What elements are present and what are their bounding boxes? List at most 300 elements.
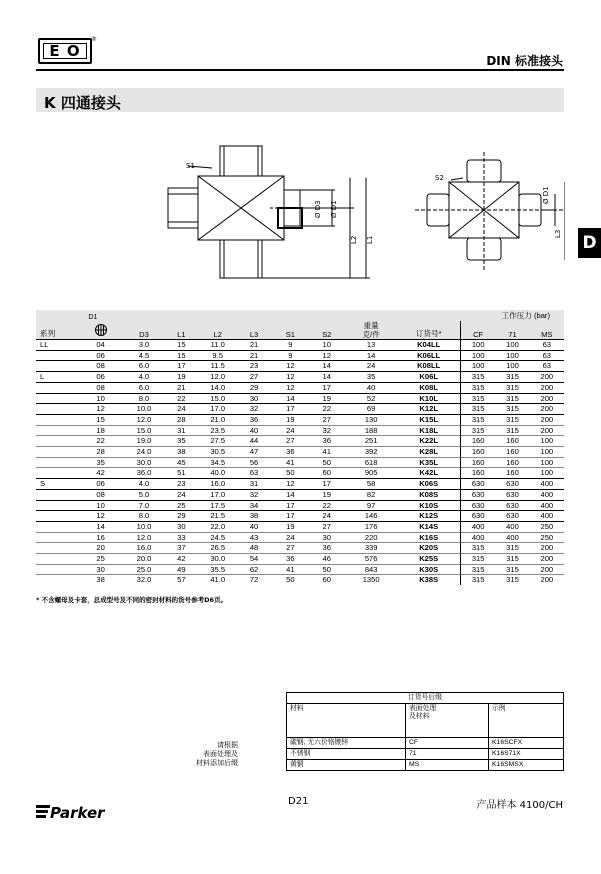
order-col-example: 示例 <box>489 704 564 738</box>
table-row <box>36 468 564 479</box>
header-l1: L1 <box>163 321 199 340</box>
table-cell: 20 <box>76 543 124 554</box>
series-cell <box>36 361 76 372</box>
table-cell: 14 <box>309 372 345 383</box>
series-cell <box>36 521 76 532</box>
table-cell: 11.0 <box>200 340 236 351</box>
table-cell: 130 <box>345 414 397 425</box>
order-suffix-instruction <box>196 741 238 768</box>
order-cell: 不锈钢 <box>287 749 406 760</box>
table-cell: 40 <box>236 521 272 532</box>
instruction-line-3: 材料添加后缀 <box>196 759 238 767</box>
label-d1-right: Ø D1 <box>542 186 550 204</box>
table-cell: 17.0 <box>200 489 236 500</box>
table-cell: 16.0 <box>200 479 236 490</box>
table-cell: K18L <box>397 425 460 436</box>
table-cell: 17 <box>272 511 308 522</box>
table-cell: 12 <box>272 479 308 490</box>
order-row <box>287 749 564 760</box>
table-cell: 315 <box>495 372 529 383</box>
table-cell: 400 <box>530 489 564 500</box>
order-cell: CF <box>406 738 489 749</box>
header-l2: L2 <box>200 321 236 340</box>
header-s1: S1 <box>272 321 308 340</box>
table-cell: 50 <box>272 575 308 585</box>
table-cell: 29 <box>236 382 272 393</box>
table-cell: 160 <box>460 447 495 458</box>
table-group <box>36 479 564 533</box>
table-cell: 08 <box>76 361 124 372</box>
table-cell: 35.5 <box>200 564 236 575</box>
table-cell: 32 <box>236 404 272 415</box>
table-cell: 45 <box>163 457 199 468</box>
table-cell: 32 <box>309 425 345 436</box>
table-cell: 37 <box>163 543 199 554</box>
table-group <box>36 532 564 585</box>
table-cell: 36 <box>236 414 272 425</box>
table-cell: 200 <box>530 404 564 415</box>
table-cell: K14S <box>397 521 460 532</box>
table-cell: 12 <box>272 382 308 393</box>
table-cell: 160 <box>495 447 529 458</box>
table-cell: 400 <box>530 479 564 490</box>
table-cell: 315 <box>460 543 495 554</box>
table-cell: 4.0 <box>125 372 163 383</box>
table-cell: 200 <box>530 414 564 425</box>
table-cell: 14 <box>272 489 308 500</box>
table-cell: 21 <box>236 340 272 351</box>
table-row <box>36 404 564 415</box>
table-cell: 843 <box>345 564 397 575</box>
table-cell: 13 <box>345 340 397 351</box>
table-cell: 47 <box>236 447 272 458</box>
series-cell <box>36 511 76 522</box>
footnote: * 不含螺母及卡套，总成型号及不同的密封材料的货号参考D6页。 <box>36 596 228 604</box>
chapter-tab: D <box>578 228 601 258</box>
table-cell: 100 <box>530 447 564 458</box>
table-cell: 315 <box>495 393 529 404</box>
series-cell <box>36 564 76 575</box>
table-cell: 30 <box>76 564 124 575</box>
table-cell: 36.0 <box>125 468 163 479</box>
table-cell: K25S <box>397 554 460 565</box>
table-row <box>36 361 564 372</box>
svg-text:Parker: Parker <box>50 804 105 822</box>
table-cell: 63 <box>236 468 272 479</box>
series-cell <box>36 500 76 511</box>
table-cell: 27 <box>309 414 345 425</box>
order-cell: 碳钢, 无六价铬镀锌 <box>287 738 406 749</box>
table-cell: 43 <box>236 532 272 543</box>
table-cell: 8.0 <box>125 511 163 522</box>
table-row <box>36 489 564 500</box>
table-cell: 9 <box>272 340 308 351</box>
table-cell: 315 <box>495 414 529 425</box>
table-cell: K06LL <box>397 350 460 361</box>
table-cell: K42L <box>397 468 460 479</box>
table-cell: 56 <box>236 457 272 468</box>
table-cell: 40 <box>236 425 272 436</box>
table-cell: 10 <box>76 500 124 511</box>
table-cell: 32 <box>236 489 272 500</box>
table-cell: 100 <box>495 361 529 372</box>
table-row <box>36 500 564 511</box>
table-cell: 41.0 <box>200 575 236 585</box>
table-cell: 10.0 <box>125 521 163 532</box>
table-cell: 4.0 <box>125 479 163 490</box>
table-cell: 44 <box>236 436 272 447</box>
table-cell: 50 <box>309 564 345 575</box>
table-cell: 28 <box>163 414 199 425</box>
table-cell: K12L <box>397 404 460 415</box>
table-cell: 08 <box>76 489 124 500</box>
table-cell: 42 <box>76 468 124 479</box>
table-cell: 04 <box>76 340 124 351</box>
table-cell: 160 <box>495 457 529 468</box>
table-cell: 42 <box>163 554 199 565</box>
table-cell: 38 <box>76 575 124 585</box>
table-row <box>36 447 564 458</box>
order-col-surface: 表面处理 及材料 <box>406 704 489 738</box>
table-cell: 6.0 <box>125 361 163 372</box>
table-cell: 30 <box>309 532 345 543</box>
table-cell: 49 <box>163 564 199 575</box>
table-row <box>36 425 564 436</box>
table-cell: 08 <box>76 382 124 393</box>
table-cell: 12.0 <box>125 532 163 543</box>
table-cell: 12.0 <box>125 414 163 425</box>
table-cell: 100 <box>530 468 564 479</box>
table-cell: 315 <box>495 382 529 393</box>
table-cell: 9 <box>272 350 308 361</box>
table-row <box>36 554 564 565</box>
table-cell: 200 <box>530 382 564 393</box>
table-cell: 100 <box>530 457 564 468</box>
table-cell: 188 <box>345 425 397 436</box>
table-cell: 146 <box>345 511 397 522</box>
label-s2: S2 <box>435 174 444 182</box>
table-cell: 17.0 <box>200 404 236 415</box>
table-cell: 34 <box>236 500 272 511</box>
table-cell: 618 <box>345 457 397 468</box>
table-cell: 22 <box>309 500 345 511</box>
table-cell: 21.0 <box>200 414 236 425</box>
order-cell: MS <box>406 760 489 771</box>
table-cell: 15 <box>76 414 124 425</box>
table-cell: K28L <box>397 447 460 458</box>
series-cell <box>36 489 76 500</box>
table-cell: K12S <box>397 511 460 522</box>
header-weight: 重量 克/件 <box>345 321 397 340</box>
table-cell: 15 <box>163 340 199 351</box>
table-cell: 50 <box>272 468 308 479</box>
table-cell: 21.5 <box>200 511 236 522</box>
table-cell: 16 <box>76 532 124 543</box>
table-cell: 24.0 <box>125 447 163 458</box>
table-cell: K06L <box>397 372 460 383</box>
table-cell: 21 <box>236 350 272 361</box>
instruction-line-2: 表面处理及 <box>203 750 238 758</box>
table-cell: 100 <box>495 340 529 351</box>
table-cell: 10 <box>309 340 345 351</box>
table-cell: 25 <box>76 554 124 565</box>
header-l3: L3 <box>236 321 272 340</box>
label-d1: Ø D1 <box>330 200 338 218</box>
table-row <box>36 393 564 404</box>
table-cell: 17 <box>309 479 345 490</box>
table-cell: 27 <box>272 436 308 447</box>
table-cell: 400 <box>530 511 564 522</box>
table-row <box>36 436 564 447</box>
table-cell: 200 <box>530 575 564 585</box>
table-cell: 12 <box>76 511 124 522</box>
table-cell: K06S <box>397 479 460 490</box>
table-cell: 31 <box>236 479 272 490</box>
instruction-line-1: 请根据 <box>217 741 238 749</box>
table-cell: 41 <box>272 457 308 468</box>
table-cell: 30.0 <box>125 457 163 468</box>
table-cell: 315 <box>495 554 529 565</box>
series-cell <box>36 393 76 404</box>
table-cell: 50 <box>309 457 345 468</box>
table-cell: 14 <box>272 393 308 404</box>
table-cell: 35 <box>345 372 397 383</box>
table-cell: 9.5 <box>200 350 236 361</box>
table-cell: K16S <box>397 532 460 543</box>
table-cell: K08L <box>397 382 460 393</box>
header-cf: CF <box>460 321 495 340</box>
table-cell: 24 <box>163 404 199 415</box>
table-row <box>36 575 564 585</box>
series-cell: S <box>36 479 76 490</box>
table-cell: 1350 <box>345 575 397 585</box>
table-cell: 160 <box>460 468 495 479</box>
table-row <box>36 511 564 522</box>
table-cell: K20S <box>397 543 460 554</box>
table-cell: 630 <box>495 479 529 490</box>
table-cell: 17 <box>272 404 308 415</box>
table-cell: 31 <box>163 425 199 436</box>
table-cell: 630 <box>495 500 529 511</box>
table-cell: 315 <box>460 372 495 383</box>
table-cell: 250 <box>530 521 564 532</box>
table-group <box>36 372 564 426</box>
table-cell: 160 <box>495 468 529 479</box>
table-cell: 26.5 <box>200 543 236 554</box>
table-cell: 200 <box>530 372 564 383</box>
table-cell: K30S <box>397 564 460 575</box>
table-cell: 24 <box>272 425 308 436</box>
table-row <box>36 521 564 532</box>
table-cell: K10L <box>397 393 460 404</box>
table-cell: 35 <box>163 436 199 447</box>
dimensions-table <box>36 310 564 585</box>
table-cell: 12 <box>76 404 124 415</box>
series-cell <box>36 382 76 393</box>
table-cell: 41 <box>309 447 345 458</box>
table-cell: K10S <box>397 500 460 511</box>
table-cell: 28 <box>76 447 124 458</box>
table-cell: 19 <box>163 372 199 383</box>
table-cell: 12 <box>272 372 308 383</box>
table-cell: K35L <box>397 457 460 468</box>
table-cell: 17 <box>163 361 199 372</box>
table-cell: 100 <box>530 436 564 447</box>
table-cell: 11.5 <box>200 361 236 372</box>
eo-logo: E O <box>38 38 92 64</box>
table-cell: 250 <box>530 532 564 543</box>
table-cell: 12 <box>272 361 308 372</box>
table-cell: 97 <box>345 500 397 511</box>
table-cell: 22 <box>76 436 124 447</box>
series-cell: LL <box>36 340 76 351</box>
diameter-symbol-icon <box>94 323 108 337</box>
header-71: 71 <box>495 321 529 340</box>
table-cell: 30 <box>236 393 272 404</box>
table-cell: 19 <box>272 414 308 425</box>
table-cell: 17 <box>272 500 308 511</box>
table-cell: 100 <box>460 340 495 351</box>
table-cell: 315 <box>495 425 529 436</box>
table-cell: 315 <box>495 564 529 575</box>
table-cell: 100 <box>460 350 495 361</box>
table-cell: 20.0 <box>125 554 163 565</box>
table-cell: 19 <box>309 489 345 500</box>
series-cell <box>36 350 76 361</box>
label-l2: L2 <box>350 235 358 244</box>
series-cell: L <box>36 372 76 383</box>
series-cell <box>36 532 76 543</box>
table-cell: 315 <box>460 554 495 565</box>
table-cell: 17.5 <box>200 500 236 511</box>
table-cell: 15.0 <box>200 393 236 404</box>
table-row <box>36 457 564 468</box>
header-series: 系列 <box>36 321 76 340</box>
table-cell: 27 <box>236 372 272 383</box>
table-cell: 63 <box>530 350 564 361</box>
table-cell: 200 <box>530 554 564 565</box>
table-cell: 200 <box>530 543 564 554</box>
table-cell: 19 <box>272 521 308 532</box>
table-cell: 24 <box>309 511 345 522</box>
table-cell: 38 <box>236 511 272 522</box>
table-group <box>36 425 564 479</box>
table-cell: 200 <box>530 425 564 436</box>
table-cell: 19.0 <box>125 436 163 447</box>
table-cell: 06 <box>76 350 124 361</box>
table-cell: 392 <box>345 447 397 458</box>
series-cell <box>36 414 76 425</box>
table-cell: 69 <box>345 404 397 415</box>
table-cell: 27.5 <box>200 436 236 447</box>
table-cell: 400 <box>460 521 495 532</box>
table-cell: 19 <box>309 393 345 404</box>
series-cell <box>36 575 76 585</box>
table-cell: K08LL <box>397 361 460 372</box>
table-cell: 400 <box>460 532 495 543</box>
series-cell <box>36 554 76 565</box>
table-cell: 40.0 <box>200 468 236 479</box>
table-cell: 57 <box>163 575 199 585</box>
table-cell: 48 <box>236 543 272 554</box>
label-l1: L1 <box>366 235 374 244</box>
table-row <box>36 564 564 575</box>
table-cell: 7.0 <box>125 500 163 511</box>
table-cell: K38S <box>397 575 460 585</box>
table-cell: 27 <box>272 543 308 554</box>
table-cell: K22L <box>397 436 460 447</box>
table-row <box>36 382 564 393</box>
label-d3: Ø D3 <box>314 200 322 218</box>
table-cell: 36 <box>272 554 308 565</box>
table-cell: 35 <box>76 457 124 468</box>
table-cell: K04LL <box>397 340 460 351</box>
order-row <box>287 738 564 749</box>
table-cell: 14.0 <box>200 382 236 393</box>
series-cell <box>36 457 76 468</box>
table-cell: 25.0 <box>125 564 163 575</box>
page-number: D21 <box>288 796 309 807</box>
parker-logo <box>36 800 112 822</box>
header-pressure: 工作压力 (bar) <box>460 310 564 321</box>
table-row <box>36 350 564 361</box>
table-cell: 36 <box>309 543 345 554</box>
table-cell: 38 <box>163 447 199 458</box>
table-cell: 5.0 <box>125 489 163 500</box>
table-cell: 22 <box>309 404 345 415</box>
order-cell: K16SMSX <box>489 760 564 771</box>
table-cell: 630 <box>460 489 495 500</box>
table-cell: K08S <box>397 489 460 500</box>
series-cell <box>36 425 76 436</box>
table-cell: 12.0 <box>200 372 236 383</box>
label-s1: S1 <box>186 162 195 170</box>
order-suffix-table <box>286 692 564 771</box>
table-cell: 315 <box>460 564 495 575</box>
table-cell: 22.0 <box>200 521 236 532</box>
table-cell: 54 <box>236 554 272 565</box>
table-cell: 30.5 <box>200 447 236 458</box>
table-cell: 160 <box>495 436 529 447</box>
header-divider <box>36 69 564 71</box>
table-cell: 200 <box>530 564 564 575</box>
table-cell: 51 <box>163 468 199 479</box>
table-cell: 630 <box>460 500 495 511</box>
table-cell: 41 <box>272 564 308 575</box>
label-l3: L3 <box>554 229 562 238</box>
header-d1: D1 <box>76 310 124 321</box>
table-cell: 315 <box>495 404 529 415</box>
order-cell: 黄铜 <box>287 760 406 771</box>
table-cell: 24 <box>345 361 397 372</box>
table-cell: 315 <box>460 382 495 393</box>
table-cell: 315 <box>495 575 529 585</box>
page-header-title: DIN 标准接头 <box>486 54 563 68</box>
table-cell: 36 <box>309 436 345 447</box>
table-cell: 315 <box>495 543 529 554</box>
table-cell: 27 <box>309 521 345 532</box>
table-cell: 63 <box>530 361 564 372</box>
table-cell: 14 <box>309 361 345 372</box>
table-row <box>36 372 564 383</box>
table-cell: 24 <box>163 489 199 500</box>
table-cell: 06 <box>76 479 124 490</box>
order-row <box>287 760 564 771</box>
table-cell: K15L <box>397 414 460 425</box>
table-cell: 220 <box>345 532 397 543</box>
table-cell: 630 <box>460 479 495 490</box>
table-cell: 17 <box>309 382 345 393</box>
